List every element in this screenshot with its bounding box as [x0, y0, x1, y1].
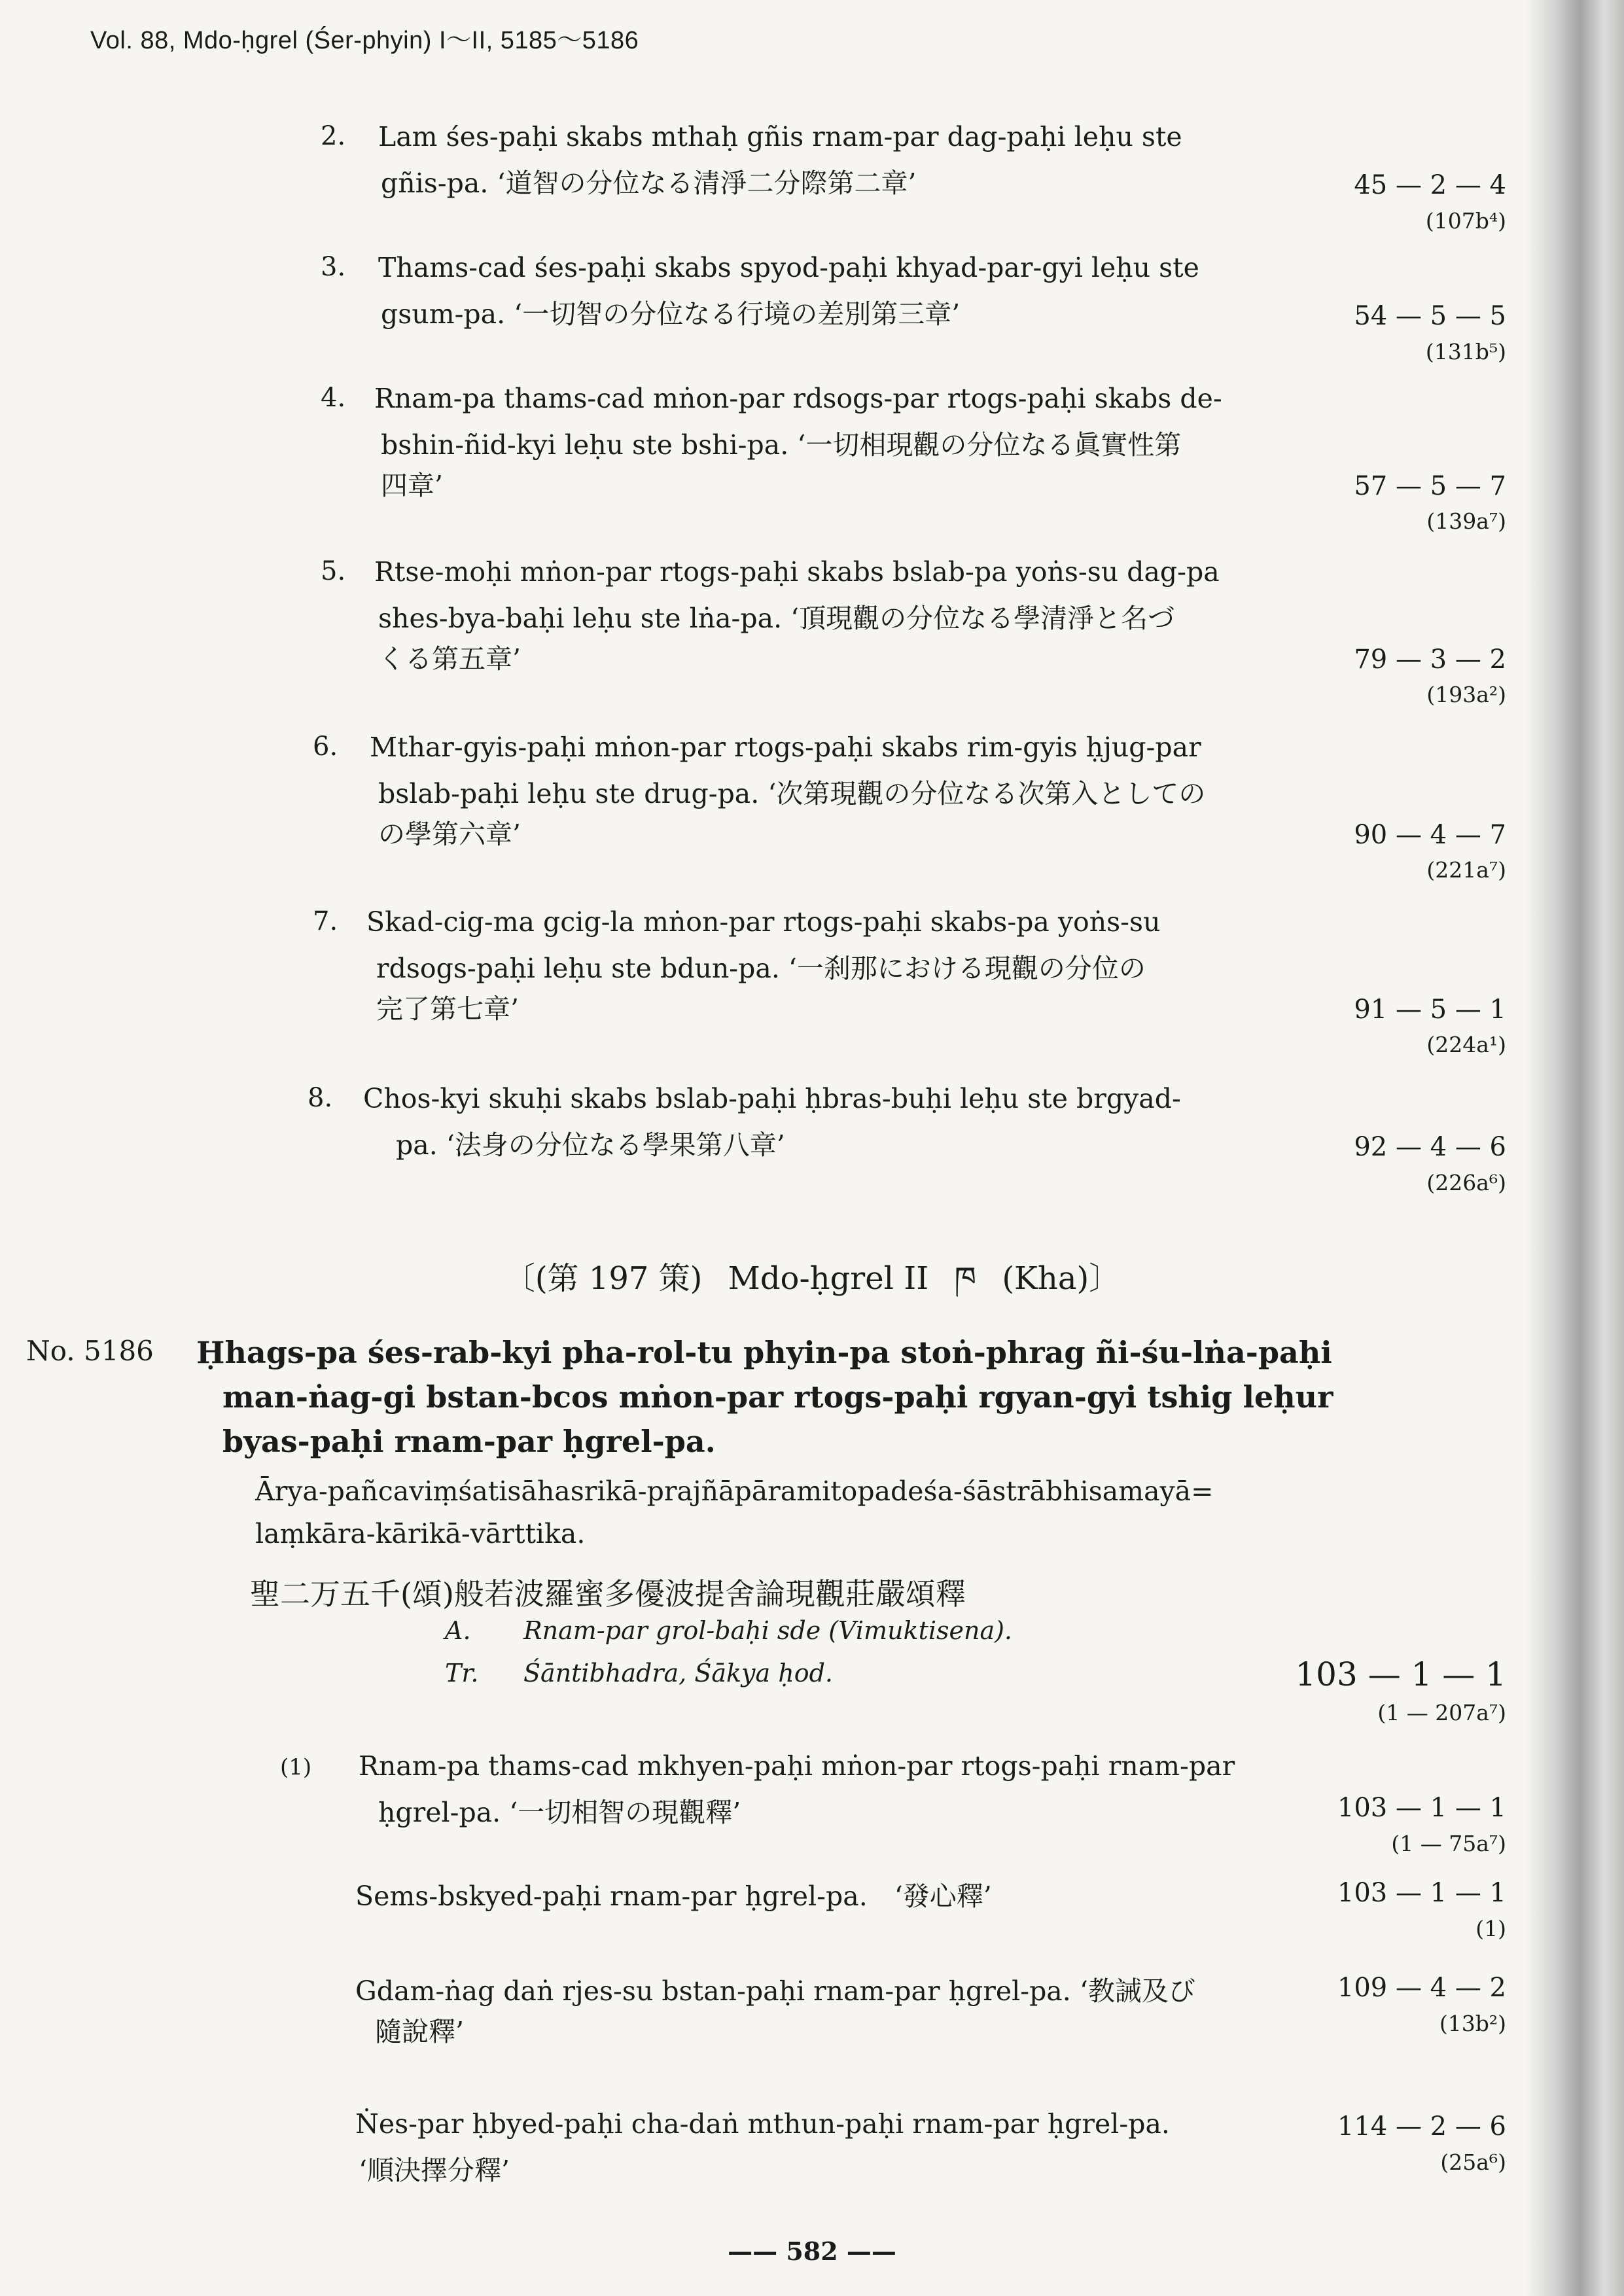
chapter-line: bslab-paḥi leḥu ste drug-pa. ‘次第現觀の分位なる次第入としての [378, 778, 1206, 809]
translator-label: Tr. [445, 1659, 479, 1687]
section-line: ḥgrel-pa. ‘一切相智の現觀釋’ [378, 1797, 741, 1828]
entry-title-line: Ḥhags-pa śes-rab-kyi pha-rol-tu phyin-pa stoṅ-phrag ñi-śu-lṅa-paḥi [196, 1335, 1332, 1370]
chapter-line: gñis-pa. ‘道智の分位なる清淨二分際第二章’ [381, 168, 917, 199]
folio-ref: (107b⁴) [1425, 208, 1506, 234]
page-ref: 79 — 3 — 2 [1354, 645, 1506, 675]
page-ref: 92 — 4 — 6 [1354, 1132, 1506, 1162]
chapter-line: Chos-kyi skuḥi skabs bslab-paḥi ḥbras-buḥi leḥu ste brgyad- [363, 1083, 1181, 1114]
page-ref: 90 — 4 — 7 [1354, 820, 1506, 850]
section-line: ‘順決擇分釋’ [359, 2155, 510, 2186]
folio-ref: (1 — 75a⁷) [1391, 1831, 1506, 1856]
chapter-line: Mthar-gyis-paḥi mṅon-par rtogs-paḥi skabs rim-gyis ḥjug-par [370, 732, 1201, 763]
folio-ref: (13b²) [1439, 2011, 1506, 2036]
section-line: Rnam-pa thams-cad mkhyen-paḥi mṅon-par rtogs-paḥi rnam-par [359, 1750, 1235, 1782]
page-number: —— 582 —— [728, 2236, 896, 2266]
chapter-line: Thams-cad śes-paḥi skabs spyod-paḥi khyad-par-gyi leḥu ste [378, 252, 1199, 283]
sanskrit-title-line: laṃkāra-kārikā-vārttika. [255, 1518, 586, 1549]
translator: Śāntibhadra, Śākya ḥod. [523, 1659, 834, 1687]
chapter-number: 3. [321, 252, 346, 282]
folio-ref: (131b⁵) [1425, 339, 1506, 364]
page-ref: 103 — 1 — 1 [1337, 1878, 1506, 1908]
volume-number: 〔(第 197 策) [503, 1260, 703, 1297]
page-ref: 54 — 5 — 5 [1354, 301, 1506, 331]
page-ref: 57 — 5 — 7 [1354, 471, 1506, 501]
chapter-number: 8. [308, 1083, 333, 1113]
chapter-line: くる第五章’ [378, 643, 521, 675]
chapter-line: 四章’ [381, 470, 444, 501]
running-head: Vol. 88, Mdo-ḥgrel (Śer-phyin) I～II, 5185～5186 [90, 27, 639, 54]
chapter-number: 2. [321, 121, 346, 151]
volume-heading [0, 1243, 1624, 1332]
section-line: Sems-bskyed-paḥi rnam-par ḥgrel-pa. ‘發心釋’ [355, 1881, 992, 1912]
page-ref: 114 — 2 — 6 [1337, 2111, 1506, 2142]
section-line: Gdam-ṅag daṅ rjes-su bstan-paḥi rnam-par ḥgrel-pa. ‘教誡及び [355, 1975, 1195, 2007]
entry-number: No. 5186 [26, 1335, 154, 1367]
entry-page-ref: 103 — 1 — 1 [1295, 1655, 1506, 1693]
folio-ref: (25a⁶) [1440, 2149, 1506, 2175]
chapter-number: 5. [321, 556, 346, 586]
folio-ref: (139a⁷) [1426, 508, 1506, 534]
chapter-line: pa. ‘法身の分位なる學果第八章’ [396, 1129, 785, 1161]
page-ref: 91 — 5 — 1 [1354, 995, 1506, 1025]
folio-ref: (226a⁶) [1426, 1170, 1506, 1195]
chapter-line: shes-bya-baḥi leḥu ste lṅa-pa. ‘頂現觀の分位なる學清淨と名づ [378, 603, 1175, 634]
chapter-line: Lam śes-paḥi skabs mthaḥ gñis rnam-par dag-paḥi leḥu ste [378, 121, 1182, 152]
folio-ref: (221a⁷) [1426, 857, 1506, 883]
page-ref: 109 — 4 — 2 [1337, 1973, 1506, 2003]
entry-folio-ref: (1 — 207a⁷) [1377, 1700, 1506, 1725]
chapter-line: bshin-ñid-kyi leḥu ste bshi-pa. ‘一切相現觀の分位なる眞實性第 [381, 429, 1182, 461]
page-ref: 45 — 2 — 4 [1354, 170, 1506, 200]
chapter-line: Skad-cig-ma gcig-la mṅon-par rtogs-paḥi skabs-pa yoṅs-su [366, 906, 1161, 938]
entry-title-line: byas-paḥi rnam-par ḥgrel-pa. [222, 1424, 716, 1459]
folio-ref: (224a¹) [1426, 1032, 1506, 1057]
folio-ref: (1) [1475, 1916, 1506, 1941]
volume-title: Mdo-ḥgrel II [728, 1260, 929, 1297]
chapter-number: 6. [313, 732, 338, 762]
volume-letter-latin: (Kha)〕 [1002, 1260, 1121, 1297]
page-ref: 103 — 1 — 1 [1337, 1793, 1506, 1823]
scan-edge-shadow [1526, 0, 1624, 2296]
folio-ref: (193a²) [1426, 682, 1506, 707]
chapter-line: の學第六章’ [378, 819, 521, 850]
section-number: (1) [280, 1754, 312, 1780]
sanskrit-title-line: Ārya-pañcaviṃśatisāhasrikā-prajñāpāramitopadeśa-śāstrābhisamayā= [255, 1475, 1214, 1507]
chapter-line: gsum-pa. ‘一切智の分位なる行境の差別第三章’ [381, 298, 961, 330]
chapter-line: rdsogs-paḥi leḥu ste bdun-pa. ‘一刹那における現觀の分位の [376, 953, 1146, 984]
author: Rnam-par grol-baḥi sde (Vimuktisena). [523, 1616, 1013, 1645]
chapter-line: Rtse-moḥi mṅon-par rtogs-paḥi skabs bslab-pa yoṅs-su dag-pa [374, 556, 1220, 588]
author-label: A. [445, 1616, 471, 1645]
japanese-title: 聖二万五千(頌)般若波羅蜜多優波提舍論現觀莊嚴頌釋 [250, 1576, 966, 1612]
chapter-number: 4. [321, 383, 346, 413]
tibetan-volume-letter: ཁ [954, 1260, 977, 1297]
chapter-line: 完了第七章’ [376, 993, 520, 1025]
entry-title-line: man-ṅag-gi bstan-bcos mṅon-par rtogs-paḥi rgyan-gyi tshig leḥur [222, 1379, 1333, 1415]
section-line: 隨說釋’ [375, 2016, 465, 2047]
chapter-number: 7. [313, 906, 338, 936]
section-line: Ṅes-par ḥbyed-paḥi cha-daṅ mthun-paḥi rnam-par ḥgrel-pa. [355, 2108, 1170, 2140]
chapter-line: Rnam-pa thams-cad mṅon-par rdsogs-par rtogs-paḥi skabs de- [374, 383, 1222, 414]
